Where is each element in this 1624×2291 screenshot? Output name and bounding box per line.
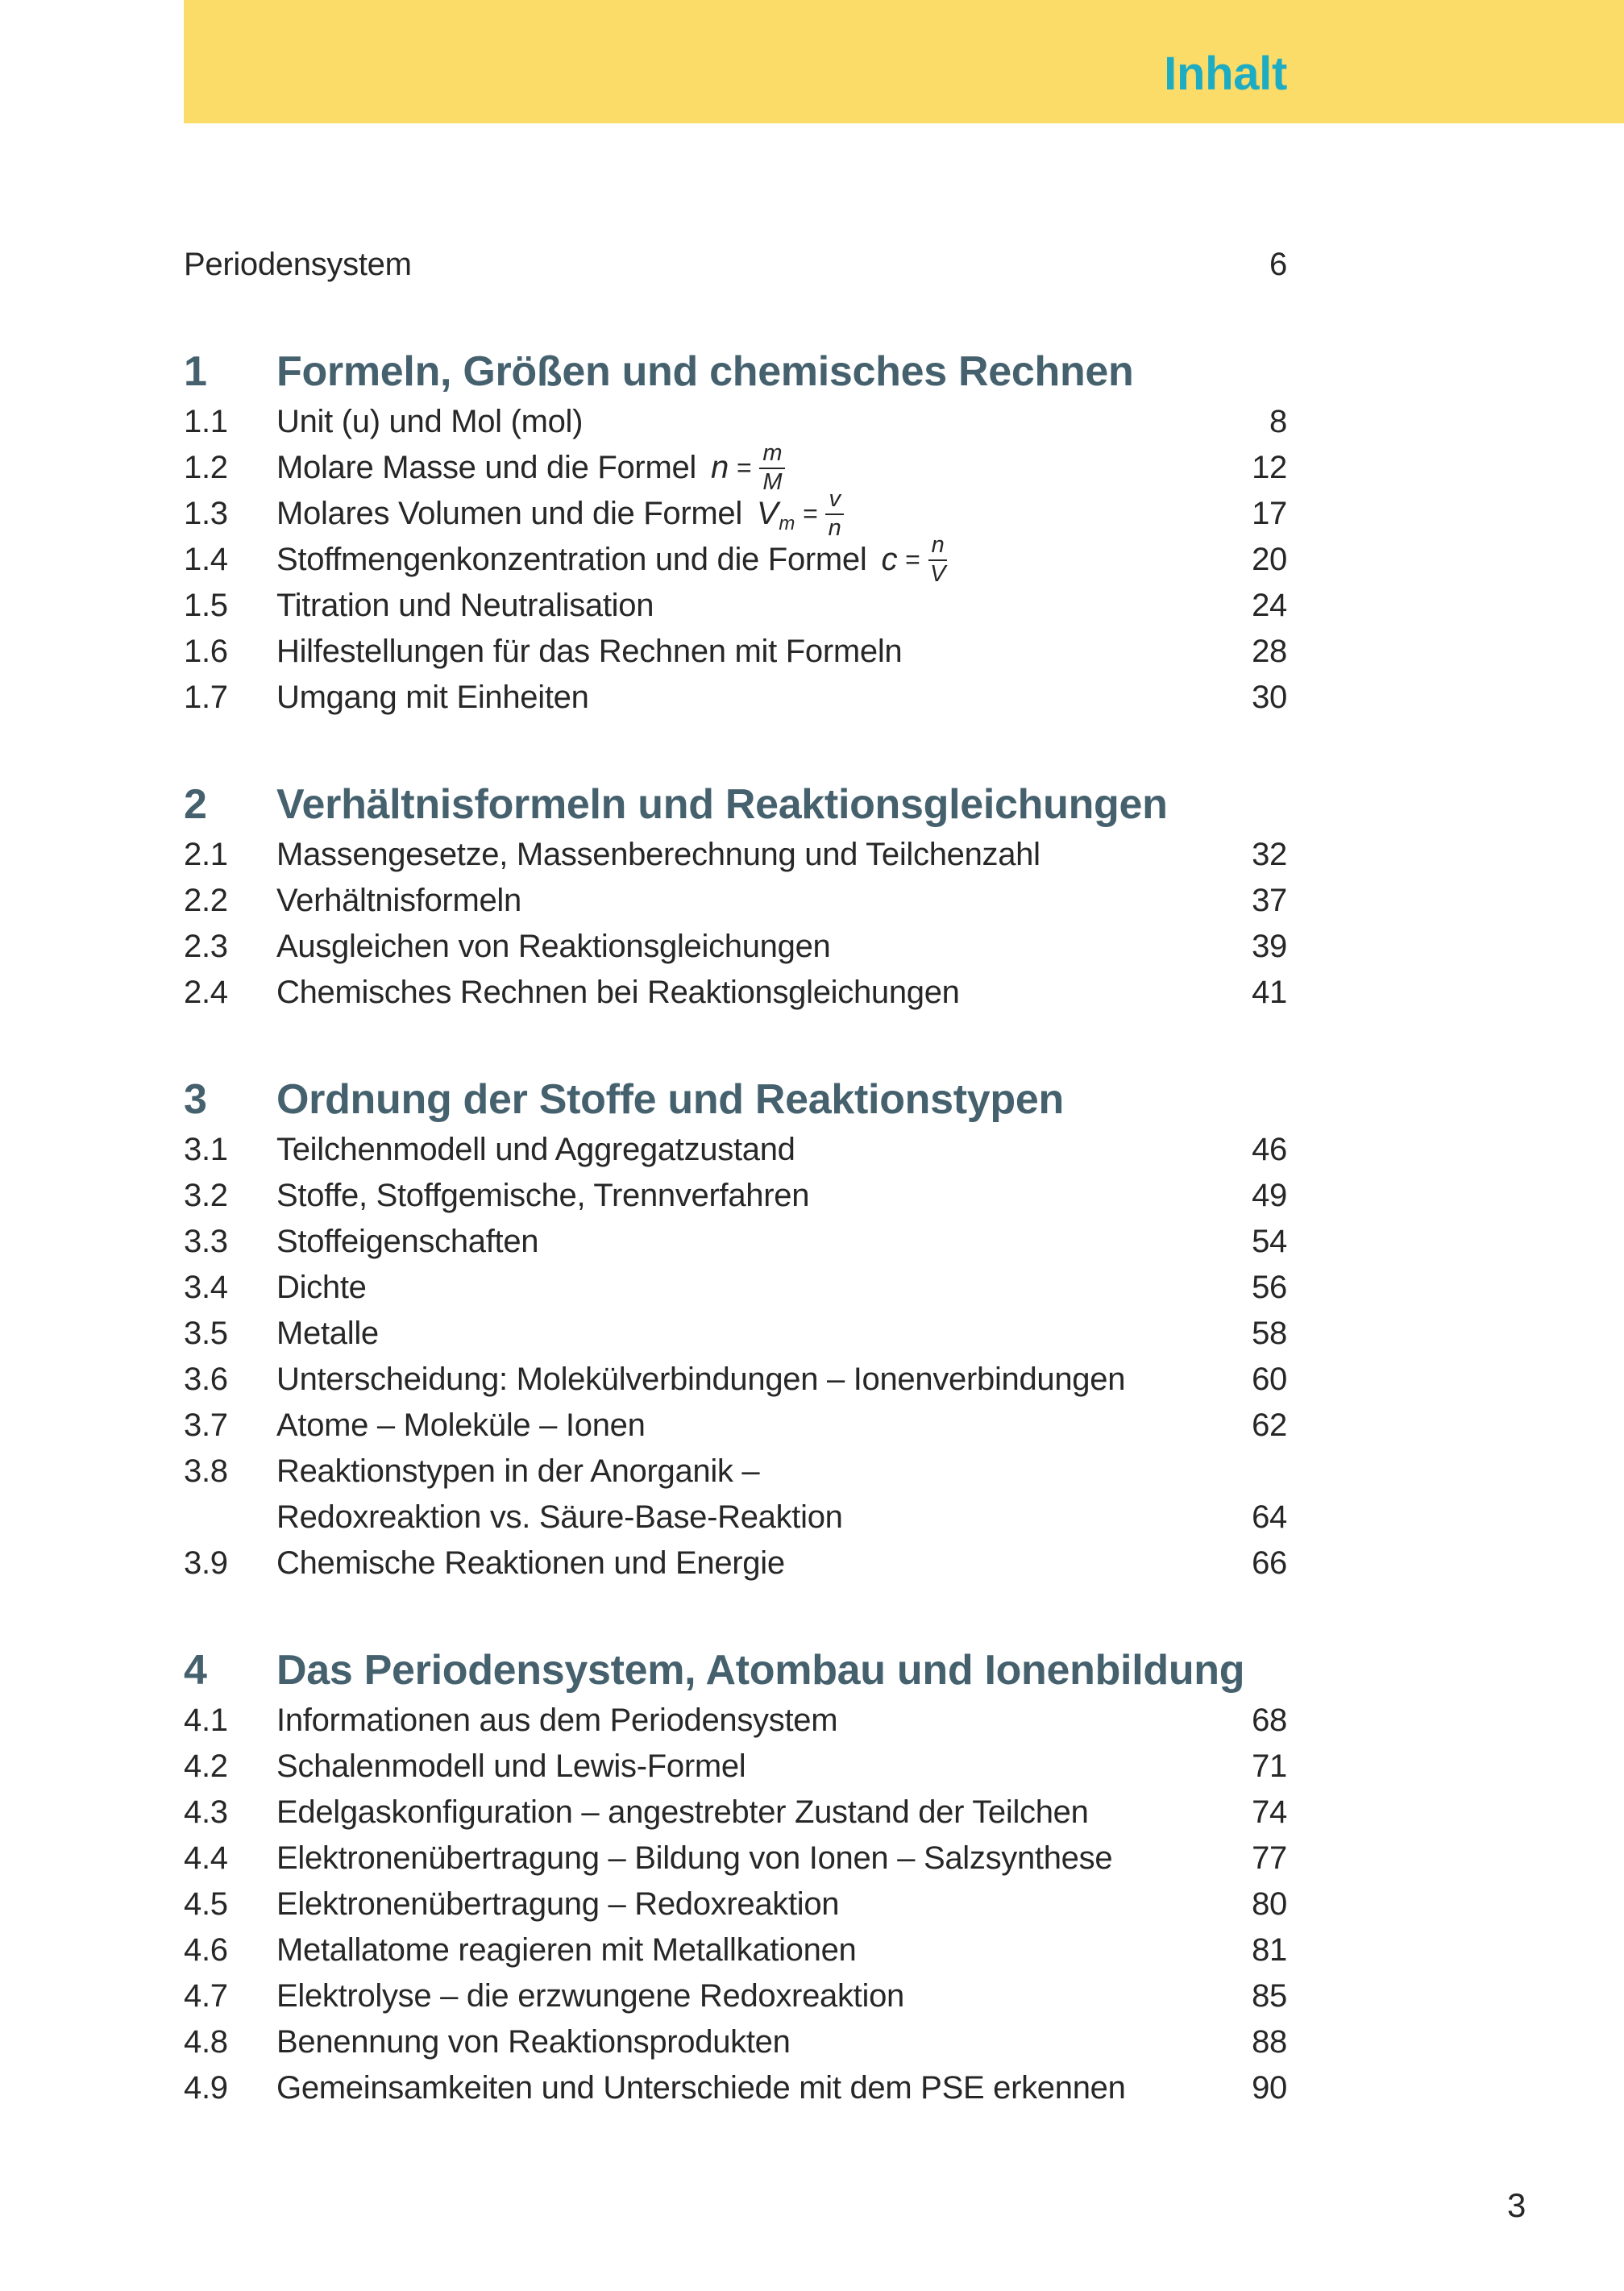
fraction-denominator: M: [762, 468, 783, 495]
toc-item-number: 3.7: [184, 1407, 228, 1443]
header-band: [184, 0, 1624, 123]
toc-item: [184, 1127, 1287, 1173]
toc: [184, 242, 1287, 2111]
toc-item-page: 81: [1252, 1932, 1287, 1968]
toc-item-title: [184, 247, 1253, 283]
toc-item-label: Massengesetze, Massenberechnung und Teilchenzahl: [276, 837, 1040, 872]
toc-item-page: 71: [1252, 1748, 1287, 1784]
toc-item-page: 56: [1252, 1270, 1287, 1305]
toc-item-title: [276, 1978, 1236, 2014]
toc-item-page: 77: [1252, 1840, 1287, 1876]
formula-subscript: m: [779, 513, 795, 534]
toc-item-label: Unit (u) und Mol (mol): [276, 404, 584, 439]
toc-item-page: 80: [1252, 1886, 1287, 1922]
toc-item-page: 62: [1252, 1407, 1287, 1443]
toc-item-label: Hilfestellungen für das Rechnen mit Formeln: [276, 634, 903, 669]
toc-item-number: 3.5: [184, 1316, 228, 1351]
toc-item-number: 3.1: [184, 1132, 228, 1167]
toc-item-number: 1.3: [184, 496, 228, 531]
toc-item: [184, 1836, 1287, 1881]
toc-item-page: 58: [1252, 1316, 1287, 1351]
toc-item: [184, 970, 1287, 1016]
toc-item-title: [276, 680, 1236, 716]
toc-item-number: 4.4: [184, 1840, 228, 1876]
toc-item-title: [276, 1886, 1236, 1923]
toc-item: [184, 531, 1287, 587]
chapter-heading: [184, 779, 1287, 830]
toc-item-label: Metalle: [276, 1316, 379, 1351]
toc-item-number: 4.9: [184, 2070, 228, 2106]
toc-item-page: 88: [1252, 2024, 1287, 2060]
toc-item-number: 1.6: [184, 634, 228, 669]
toc-item-page: 6: [1269, 247, 1287, 282]
chapter-number: 4: [184, 1647, 207, 1694]
toc-item-title: [276, 1407, 1236, 1444]
toc-item-label: Gemeinsamkeiten und Unterschiede mit dem PSE erkennen: [276, 2070, 1126, 2106]
toc-item-label: Teilchenmodell und Aggregatzustand: [276, 1132, 795, 1167]
toc-item-label: Stoffe, Stoffgemische, Trennverfahren: [276, 1178, 810, 1213]
toc-item: [184, 1881, 1287, 1927]
chapter-heading: [184, 346, 1287, 397]
toc-item: [184, 583, 1287, 629]
toc-item-number: 1.1: [184, 404, 228, 439]
toc-item-page: 54: [1252, 1224, 1287, 1259]
toc-item-number: 1.2: [184, 450, 228, 485]
toc-item-title: [276, 634, 1236, 670]
footer-page-number: 3: [1506, 2186, 1526, 2224]
equals-sign: =: [736, 453, 752, 482]
page-title: Inhalt: [1164, 48, 1287, 100]
fraction: [928, 533, 948, 588]
toc-item-page: 46: [1252, 1132, 1287, 1167]
toc-item: [184, 2019, 1287, 2065]
chapter-heading: [184, 1644, 1287, 1696]
toc-item-title: [276, 1362, 1236, 1398]
toc-item-title-line: Redoxreaktion vs. Säure-Base-Reaktion: [276, 1499, 843, 1535]
fraction-numerator: n: [928, 533, 948, 561]
toc-item-title: [276, 2070, 1236, 2106]
formula-variable: n: [711, 450, 729, 485]
toc-item-label: Atome – Moleküle – Ionen: [276, 1407, 646, 1443]
toc-item-title: [276, 1178, 1236, 1214]
toc-item-label: Titration und Neutralisation: [276, 588, 654, 623]
toc-item-number: 2.3: [184, 929, 228, 964]
toc-item: [184, 2065, 1287, 2111]
toc-item-title: [276, 1224, 1236, 1260]
toc-item-label: Metallatome reagieren mit Metallkationen: [276, 1932, 857, 1968]
toc-item-label: Molare Masse und die Formel: [276, 450, 697, 485]
toc-item-page: 60: [1252, 1362, 1287, 1397]
equals-sign: =: [905, 545, 920, 574]
toc-item-number: 2.4: [184, 975, 228, 1010]
toc-item-number: 4.3: [184, 1794, 228, 1830]
toc-item-label: Periodensystem: [184, 247, 412, 282]
toc-item-number: 1.4: [184, 542, 228, 577]
toc-item-number: 4.8: [184, 2024, 228, 2060]
toc-item: [184, 485, 1287, 541]
toc-item-number: 3.2: [184, 1178, 228, 1213]
toc-item: [184, 1973, 1287, 2019]
toc-front-item: [184, 242, 1287, 288]
toc-item-title: [276, 1132, 1236, 1168]
toc-item-page: 32: [1252, 837, 1287, 872]
toc-item-label: Unterscheidung: Molekülverbindungen – Ionenverbindungen: [276, 1362, 1126, 1397]
toc-item: [184, 439, 1287, 495]
toc-item-number: 2.1: [184, 837, 228, 872]
toc-item: [184, 1698, 1287, 1744]
toc-item-label: Chemische Reaktionen und Energie: [276, 1545, 785, 1581]
toc-item-page: 28: [1252, 634, 1287, 669]
toc-item-page: 49: [1252, 1178, 1287, 1213]
toc-item: [184, 1311, 1287, 1357]
toc-item-label: Elektrolyse – die erzwungene Redoxreaktion: [276, 1978, 904, 2014]
toc-item-number: 4.7: [184, 1978, 228, 2014]
toc-item-label: Ausgleichen von Reaktionsgleichungen: [276, 929, 831, 964]
toc-item-page: 24: [1252, 588, 1287, 623]
toc-item: [184, 1790, 1287, 1836]
toc-item-title: [276, 1449, 1236, 1540]
toc-item: [184, 1403, 1287, 1449]
toc-item-title: [276, 883, 1236, 919]
toc-item-label: Edelgaskonfiguration – angestrebter Zustand der Teilchen: [276, 1794, 1089, 1830]
toc-item-page: 39: [1252, 929, 1287, 964]
toc-item-page: 17: [1252, 496, 1287, 531]
toc-item-title-line: Reaktionstypen in der Anorganik –: [276, 1453, 760, 1489]
chapter-title: Ordnung der Stoffe und Reaktionstypen: [276, 1076, 1064, 1123]
toc-item-title: [276, 1748, 1236, 1785]
toc-item: [184, 924, 1287, 970]
toc-item: [184, 1927, 1287, 1973]
toc-item-number: 4.1: [184, 1703, 228, 1738]
toc-item-page: 66: [1252, 1545, 1287, 1581]
toc-item-page: 41: [1252, 975, 1287, 1010]
toc-item: [184, 832, 1287, 878]
formula-variable: V m: [756, 496, 795, 534]
toc-item-page: 90: [1252, 2070, 1287, 2106]
toc-item-number: 4.5: [184, 1886, 228, 1922]
chapter-heading: [184, 1074, 1287, 1125]
toc-item-title: [276, 2024, 1236, 2060]
toc-item-title: [276, 837, 1236, 873]
toc-item-title: [276, 1932, 1236, 1969]
toc-item-page: 20: [1252, 542, 1287, 577]
chapter-title: Das Periodensystem, Atombau und Ionenbildung: [276, 1647, 1245, 1694]
toc-item: [184, 675, 1287, 721]
toc-item-title: [276, 404, 1253, 440]
toc-item-page: 8: [1269, 404, 1287, 439]
toc-item-page: 85: [1252, 1978, 1287, 2014]
chapter-number: 2: [184, 781, 207, 828]
toc-item-number: 3.8: [184, 1453, 228, 1489]
toc-item: [184, 878, 1287, 924]
chapter-title: Verhältnisformeln und Reaktionsgleichungen: [276, 781, 1168, 828]
toc-item-page: 12: [1252, 450, 1287, 485]
toc-item-title: [276, 929, 1236, 965]
toc-item-number: 3.4: [184, 1270, 228, 1305]
toc-item-title: [276, 1270, 1236, 1306]
toc-item: [184, 1173, 1287, 1219]
toc-item-number: 1.5: [184, 588, 228, 623]
toc-item: [184, 1219, 1287, 1265]
chapter-title: Formeln, Größen und chemisches Rechnen: [276, 348, 1134, 395]
fraction-denominator: V: [929, 560, 945, 587]
toc-item-number: 3.6: [184, 1362, 228, 1397]
toc-item-number: 1.7: [184, 680, 228, 715]
toc-item-title: [276, 588, 1236, 624]
toc-item-title: [276, 1316, 1236, 1352]
toc-item-page: 74: [1252, 1794, 1287, 1830]
toc-item-title: [276, 1794, 1236, 1831]
toc-item-label: Umgang mit Einheiten: [276, 680, 589, 715]
toc-item-number: 4.6: [184, 1932, 228, 1968]
toc-item-label: Stoffeigenschaften: [276, 1224, 539, 1259]
toc-item-label: Schalenmodell und Lewis-Formel: [276, 1748, 746, 1784]
toc-item-number: 4.2: [184, 1748, 228, 1784]
toc-item-label: Benennung von Reaktionsprodukten: [276, 2024, 791, 2060]
toc-item: [184, 629, 1287, 675]
toc-item-number: 3.9: [184, 1545, 228, 1581]
equals-sign: =: [803, 499, 818, 528]
toc-item-label: Chemisches Rechnen bei Reaktionsgleichungen: [276, 975, 960, 1010]
toc-item-label: Verhältnisformeln: [276, 883, 521, 918]
toc-item-number: 2.2: [184, 883, 228, 918]
toc-item-label: Elektronenübertragung – Bildung von Ionen – Salzsynthese: [276, 1840, 1113, 1876]
toc-item-page: 64: [1252, 1499, 1287, 1535]
toc-item: [184, 1744, 1287, 1790]
toc-item-number: 3.3: [184, 1224, 228, 1259]
fraction-numerator: m: [759, 441, 785, 469]
toc-item: [184, 399, 1287, 445]
toc-item-label: Elektronenübertragung – Redoxreaktion: [276, 1886, 840, 1922]
toc-item-title: [276, 1703, 1236, 1739]
inline-formula: [881, 533, 947, 588]
toc-item: [184, 1357, 1287, 1403]
toc-item-page: 37: [1252, 883, 1287, 918]
fraction-denominator: n: [828, 514, 841, 541]
chapter-number: 1: [184, 348, 207, 395]
chapter-number: 3: [184, 1076, 207, 1123]
toc-item: [184, 1265, 1287, 1311]
toc-item: [184, 1540, 1287, 1586]
toc-item-page: 68: [1252, 1703, 1287, 1738]
formula-variable: c: [881, 542, 898, 577]
toc-item-label: Stoffmengenkonzentration und die Formel: [276, 542, 867, 577]
toc-item: [184, 1449, 1287, 1540]
toc-item-title: [276, 1840, 1236, 1877]
toc-item-page: 30: [1252, 680, 1287, 715]
toc-item-label: Informationen aus dem Periodensystem: [276, 1703, 838, 1738]
toc-item-label: Dichte: [276, 1270, 367, 1305]
toc-item-title: [276, 1545, 1236, 1582]
toc-item-title: [276, 975, 1236, 1011]
fraction-numerator: v: [825, 487, 843, 515]
toc-item-label: Molares Volumen und die Formel: [276, 496, 742, 531]
toc-item-title: [276, 533, 1236, 588]
